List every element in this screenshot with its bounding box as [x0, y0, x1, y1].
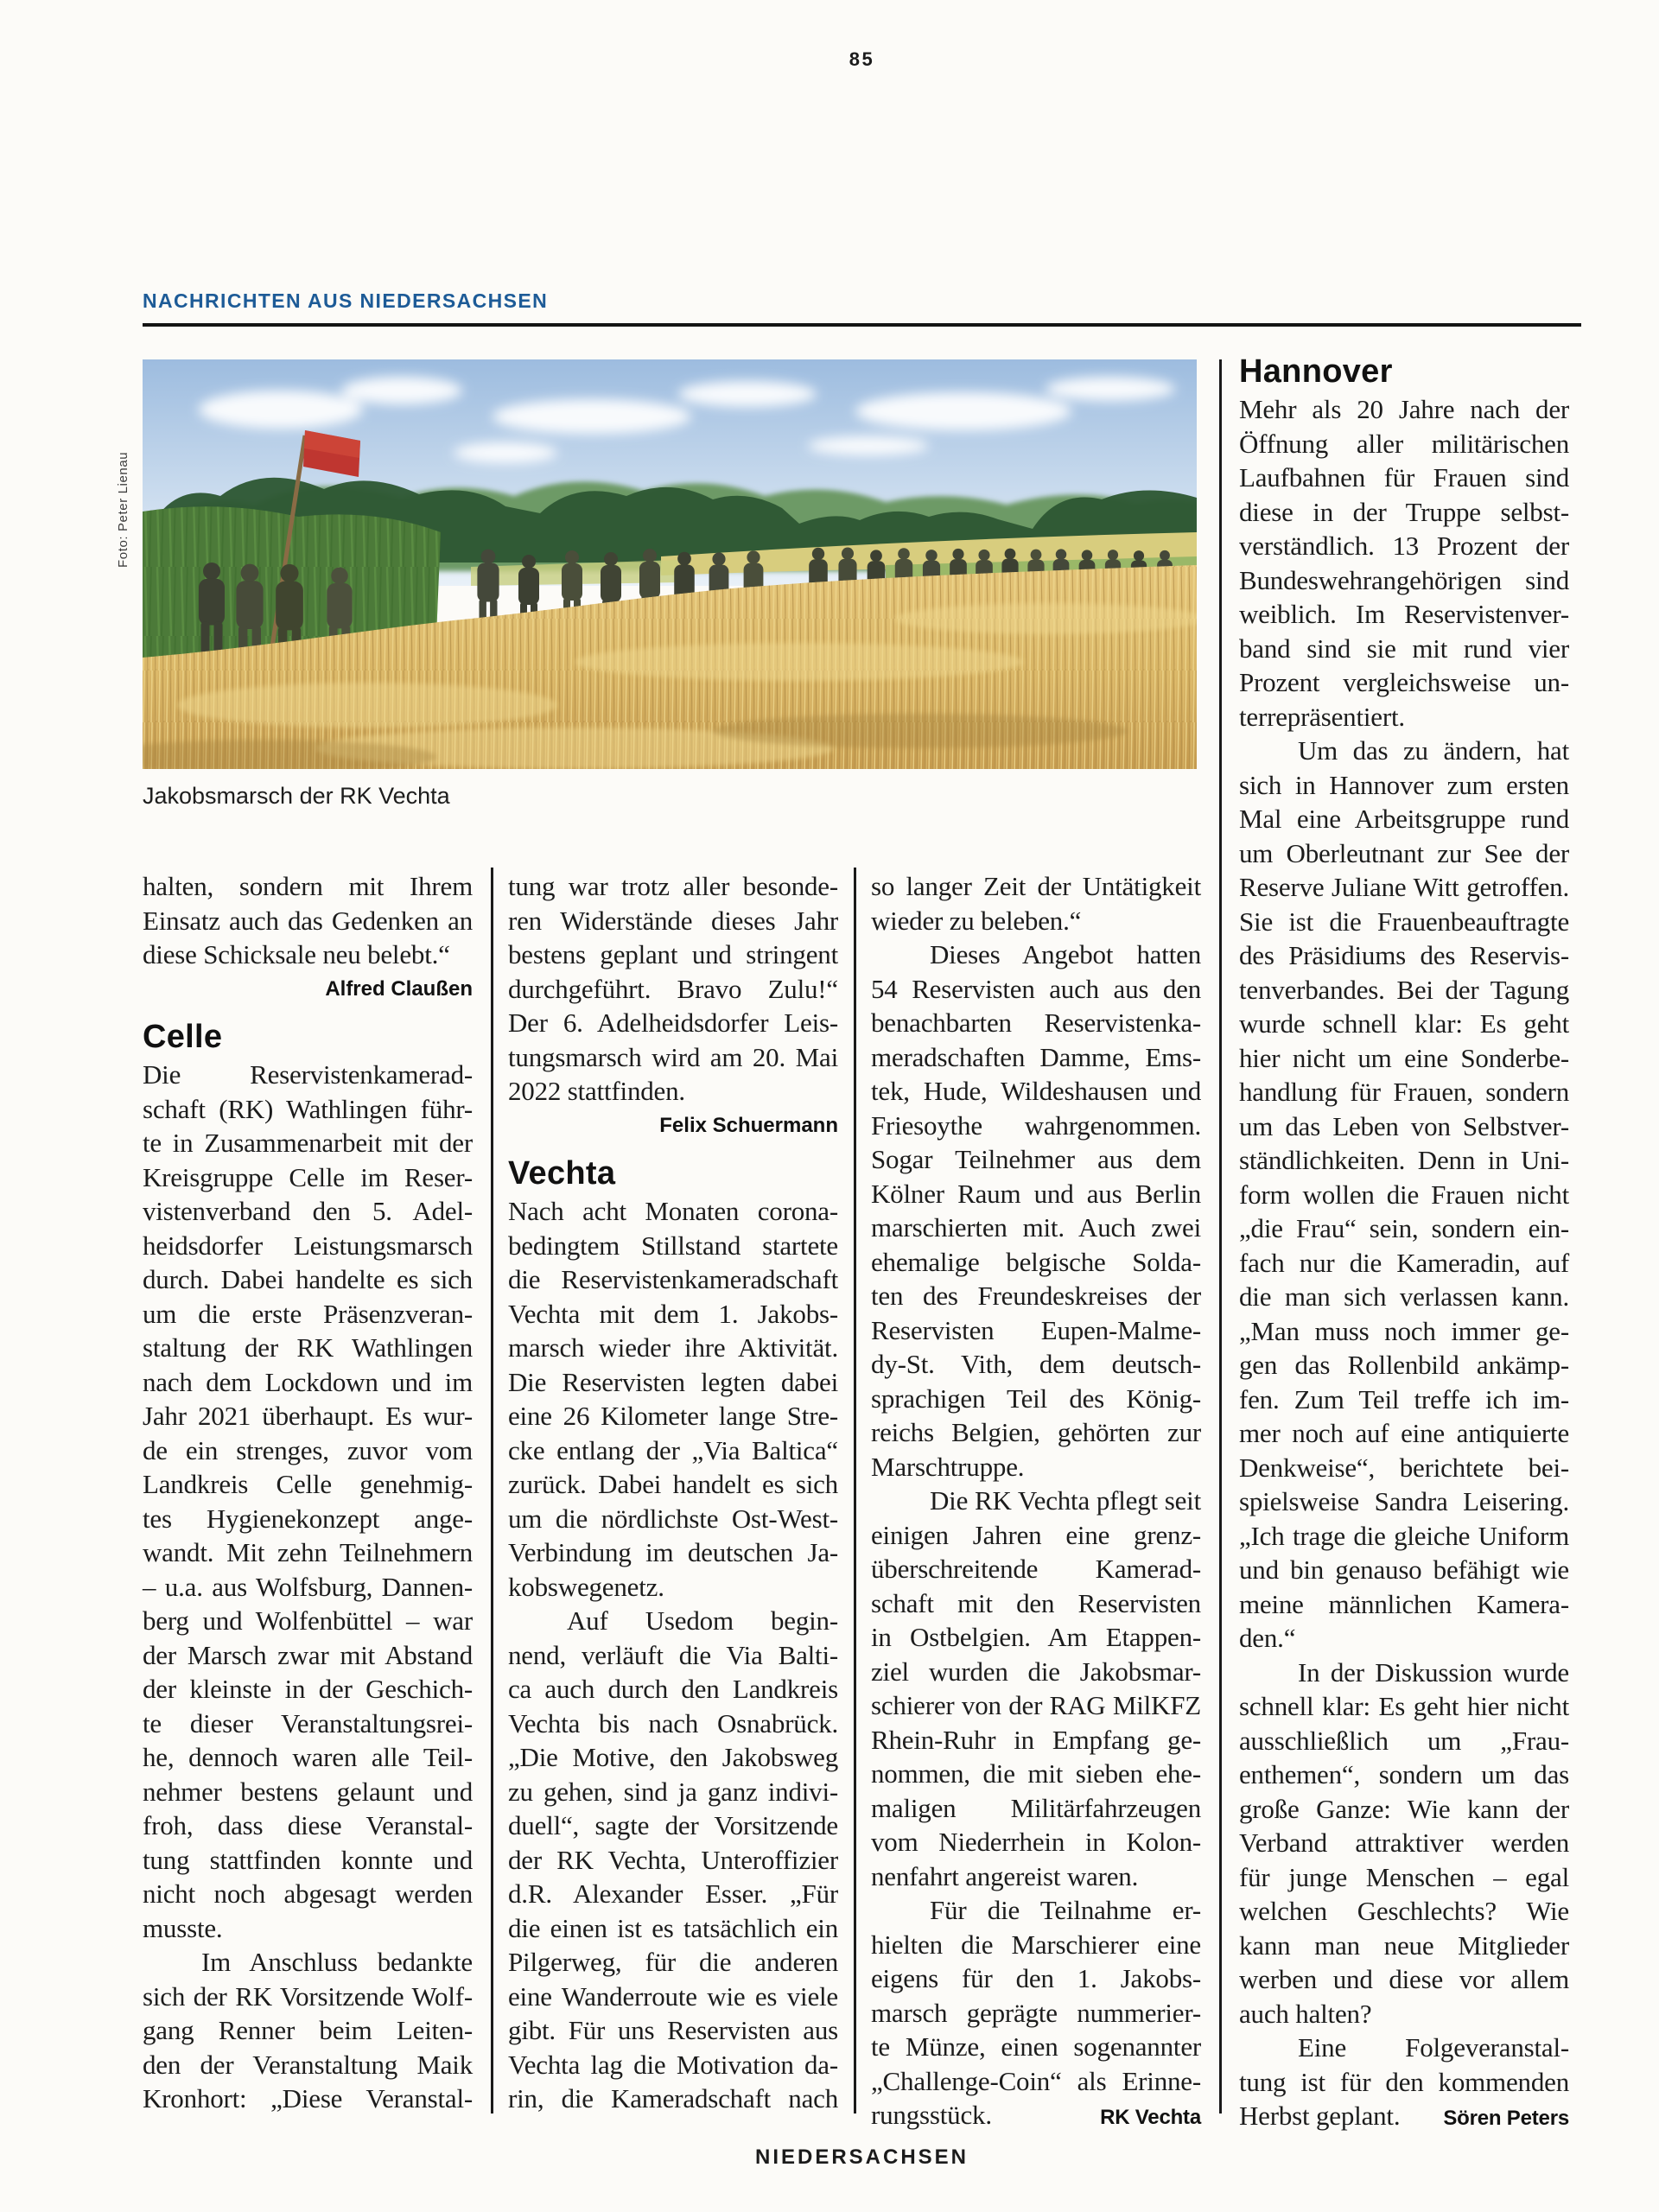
text-line: Die Reservisten legten dabei	[508, 1366, 838, 1397]
text-line: der RK Vechta, Unteroffizier	[508, 1844, 838, 1875]
text-line: „die Frau“ sein, sondern ein-	[1239, 1213, 1569, 1243]
text-line: sich der RK Vorsitzende Wolf-	[143, 1980, 473, 2012]
text-line: heidsdorfer Leistungsmarsch	[143, 1230, 473, 1261]
column-divider	[854, 868, 856, 2113]
text-line-text: rungsstück.	[871, 2100, 992, 2130]
text-line: auch halten?	[1239, 1998, 1372, 2029]
text-line: des Präsidiums des Reservis-	[1239, 940, 1569, 970]
text-line: wieder zu beleben.“	[871, 905, 1082, 936]
text-line: verständlich. 13 Prozent der	[1239, 531, 1569, 561]
byline: Alfred Claußen	[325, 976, 473, 1001]
text-line: die Reservistenkameradschaft	[508, 1264, 838, 1294]
text-line: fen. Zum Teil treffe ich im-	[1239, 1383, 1569, 1414]
section-title: NACHRICHTEN AUS NIEDERSACHSEN	[143, 289, 549, 312]
text-line: schaft (RK) Wathlingen führ-	[143, 1093, 473, 1124]
text-line: Dieses Angebot hatten	[930, 939, 1201, 969]
text-line: enthemen“, sondern um das	[1239, 1759, 1569, 1789]
text-line: Verbindung im deutschen Ja-	[508, 1537, 838, 1567]
text-line: zurück. Dabei handelt es sich	[508, 1469, 838, 1499]
text-line: den.“	[1239, 1623, 1296, 1653]
text-line: um das Leben von Selbstver-	[1239, 1110, 1569, 1141]
text-line: te Münze, einen sogenannter	[871, 2031, 1201, 2062]
text-line: 2022 stattfinden.	[508, 1076, 685, 1106]
text-line: marsch geprägte nummerier-	[871, 1997, 1201, 2028]
text-line: tung stattfinden konnte und	[143, 1844, 473, 1875]
text-line-text: Herbst geplant.	[1239, 2101, 1401, 2131]
text-line: tes Hygienekonzept ange-	[143, 1503, 473, 1534]
text-line: Kronhort: „Diese Veranstal-	[143, 2083, 473, 2113]
text-line: ehemalige belgische Solda-	[871, 1246, 1201, 1277]
text-line: schnell klar: Es geht hier nicht	[1239, 1691, 1569, 1721]
text-line: einigen Jahren eine grenz-	[871, 1519, 1201, 1550]
article-photo	[143, 359, 1197, 769]
text-line: kann man neue Mitglieder	[1239, 1929, 1569, 1961]
text-line: für junge Menschen – egal	[1239, 1861, 1569, 1892]
text-line: durchgeführt. Bravo Zulu!“	[508, 973, 838, 1004]
text-line: wandt. Mit zehn Teilnehmern	[143, 1537, 473, 1567]
text-line: reichs Belgien, gehörten zur	[871, 1417, 1201, 1447]
text-line: Vechta mit dem 1. Jakobs-	[508, 1298, 838, 1329]
text-line: die einen ist es tatsächlich ein	[508, 1912, 838, 1943]
text-line: vom Niederrhein in Kolon-	[871, 1827, 1201, 1857]
text-line: berg und Wolfenbüttel – war	[143, 1605, 473, 1636]
text-column-3	[871, 869, 1201, 2135]
text-line: den der Veranstaltung Maik	[143, 2049, 473, 2080]
text-line: Eine Folgeveranstal-	[1298, 2032, 1569, 2063]
text-line: Prozent vergleichsweise un-	[1239, 667, 1569, 697]
text-line: froh, dass diese Veranstal-	[143, 1810, 473, 1840]
text-line: bestens geplant und stringent	[508, 939, 838, 969]
text-line: Laufbahnen für Frauen sind	[1239, 462, 1569, 493]
text-line: d.R. Alexander Esser. „Für	[508, 1878, 838, 1909]
column-divider	[491, 868, 493, 2113]
text-line: Reservisten Eupen-Malme-	[871, 1314, 1201, 1345]
text-line: hier nicht um eine Sonderbe-	[1239, 1042, 1569, 1073]
text-line: um die erste Präsenzveran-	[143, 1298, 473, 1329]
text-line: Die RK Vechta pflegt seit	[930, 1485, 1201, 1516]
article-heading: Hannover	[1239, 353, 1393, 390]
photo-illustration	[143, 359, 1197, 769]
text-line: Reserve Juliane Witt getroffen.	[1239, 872, 1569, 902]
text-line: Im Anschluss bedankte	[201, 1947, 473, 1977]
text-line: marsch wieder ihre Aktivität.	[508, 1332, 838, 1363]
text-line: dy-St. Vith, dem deutsch-	[871, 1349, 1201, 1379]
text-line: nehmer bestens gelaunt und	[143, 1776, 473, 1807]
text-line: der kleinste in der Geschich-	[143, 1674, 473, 1704]
text-line: wurde schnell klar: Es geht	[1239, 1008, 1569, 1039]
text-line: Sie ist die Frauenbeauftragte	[1239, 906, 1569, 937]
text-line: rin, die Kameradschaft nach	[508, 2083, 838, 2113]
text-line: meine männlichen Kamera-	[1239, 1588, 1569, 1619]
text-line: „Die Motive, den Jakobsweg	[508, 1742, 838, 1772]
text-line: Der 6. Adelheidsdorfer Leis-	[508, 1007, 838, 1038]
text-line: Marschtruppe.	[871, 1451, 1025, 1482]
text-line: gang Renner beim Leiten-	[143, 2015, 473, 2045]
text-line: die man sich verlassen kann.	[1239, 1281, 1569, 1312]
text-line: terrepräsentiert.	[1239, 701, 1405, 732]
text-line: Kölner Raum und aus Berlin	[871, 1178, 1201, 1209]
text-line: Mal eine Arbeitsgruppe rund	[1239, 804, 1569, 834]
text-line: sprachigen Teil des König-	[871, 1382, 1201, 1414]
text-line: Vechta bis nach Osnabrück.	[508, 1707, 838, 1738]
text-line: benachbarten Reservistenka-	[871, 1007, 1201, 1038]
text-line: schaft mit den Reservisten	[871, 1587, 1201, 1618]
text-line: tung war trotz aller besonde-	[508, 871, 838, 901]
text-line: diese Schicksale neu belebt.“	[143, 939, 450, 969]
text-column-4	[1239, 353, 1569, 2136]
byline: Felix Schuermann	[659, 1113, 838, 1137]
text-line: handlung für Frauen, sondern	[1239, 1077, 1569, 1107]
text-line: und bin genauso befähigt wie	[1239, 1554, 1569, 1585]
text-line: spielsweise Sandra Leisering.	[1239, 1486, 1569, 1516]
text-line: he, dennoch waren alle Teil-	[143, 1742, 473, 1772]
text-line: tung ist für den kommenden	[1239, 2066, 1569, 2097]
text-line: Einsatz auch das Gedenken an	[143, 905, 473, 936]
text-line: fach nur die Kameradin, auf	[1239, 1247, 1569, 1278]
text-line: musste.	[143, 1912, 223, 1943]
text-line: um die nördlichste Ost-West-	[508, 1503, 838, 1534]
text-line: diese in der Truppe selbst-	[1239, 496, 1569, 527]
text-line: Die Reservistenkamerad-	[143, 1059, 473, 1090]
text-line: gibt. Für uns Reservisten aus	[508, 2015, 838, 2045]
text-line: Pilgerweg, für die anderen	[508, 1947, 838, 1977]
text-line: – u.a. aus Wolfsburg, Dannen-	[143, 1571, 473, 1602]
text-line: werben und diese vor allem	[1239, 1964, 1569, 1994]
text-line: 54 Reservisten auch aus den	[871, 973, 1201, 1004]
text-column-1	[143, 869, 473, 2116]
text-line: nenfahrt angereist waren.	[871, 1860, 1139, 1891]
page-number: 85	[849, 48, 875, 70]
text-line: weiblich. Im Reservistenver-	[1239, 599, 1569, 629]
text-line: Mehr als 20 Jahre nach der	[1239, 394, 1569, 424]
text-line: überschreitende Kamerad-	[871, 1554, 1201, 1584]
text-line: Bundeswehrangehörigen sind	[1239, 564, 1569, 595]
text-line: eine 26 Kilometer lange Stre-	[508, 1401, 838, 1431]
text-line: so langer Zeit der Untätigkeit	[871, 871, 1201, 901]
column-divider	[1219, 359, 1222, 2113]
text-line: große Ganze: Wie kann der	[1239, 1793, 1569, 1824]
text-line: bedingtem Stillstand startete	[508, 1230, 838, 1261]
text-line: ständlichkeiten. Denn in Uni-	[1239, 1145, 1569, 1175]
text-line: um Oberleutnant zur See der	[1239, 837, 1569, 868]
text-line: te in Zusammenarbeit mit der	[143, 1128, 473, 1158]
text-line: in Ostbelgien. Am Etappen-	[871, 1622, 1201, 1652]
text-line: durch. Dabei handelte es sich	[143, 1264, 473, 1294]
text-line: ten des Freundeskreises der	[871, 1281, 1201, 1311]
text-line: ren Widerstände dieses Jahr	[508, 905, 838, 936]
text-column-2	[508, 869, 838, 2116]
text-line: nend, verläuft die Via Balti-	[508, 1639, 838, 1670]
text-line	[1239, 2099, 1569, 2136]
text-line: Friesoythe wahrgenommen.	[871, 1109, 1201, 1141]
text-line: vistenverband den 5. Adel-	[143, 1196, 473, 1226]
text-line: „Man muss noch immer ge-	[1239, 1315, 1569, 1346]
text-line: nommen, die mit sieben ehe-	[871, 1758, 1201, 1789]
text-line: Rhein-Ruhr in Empfang ge-	[871, 1724, 1201, 1755]
photo-credit: Foto: Peter Lienau	[116, 451, 130, 568]
byline: Sören Peters	[1443, 2107, 1569, 2130]
article-heading: Vechta	[508, 1155, 616, 1192]
text-line: kobswegenetz.	[508, 1571, 664, 1602]
text-line: hielten die Marschierer eine	[871, 1929, 1201, 1960]
text-line: Auf Usedom begin-	[567, 1605, 838, 1636]
text-line: welchen Geschlechts? Wie	[1239, 1896, 1569, 1926]
text-line: de ein strenges, zuvor vom	[143, 1434, 473, 1465]
text-line: staltung der RK Wathlingen	[143, 1332, 473, 1363]
text-line: meradschaften Damme, Ems-	[871, 1041, 1201, 1072]
text-line: tungsmarsch wird am 20. Mai	[508, 1041, 838, 1072]
text-line: zu gehen, sind ja ganz indivi-	[508, 1776, 838, 1807]
text-line: eine Wanderroute wie es viele	[508, 1980, 838, 2012]
text-line: Für die Teilnahme er-	[930, 1895, 1201, 1925]
text-line: In der Diskussion wurde	[1298, 1656, 1569, 1688]
text-line: sich in Hannover zum ersten	[1239, 769, 1569, 800]
text-line: Sogar Teilnehmer aus dem	[871, 1144, 1201, 1174]
section-rule	[143, 323, 1581, 327]
text-line: duell“, sagte der Vorsitzende	[508, 1810, 838, 1840]
text-line: mer noch auf eine antiquierte	[1239, 1418, 1569, 1448]
text-line: der Marsch zwar mit Abstand	[143, 1639, 473, 1670]
text-line: Denkweise“, berichtete bei-	[1239, 1452, 1569, 1483]
text-line: maligen Militärfahrzeugen	[871, 1792, 1201, 1823]
article-heading: Celle	[143, 1019, 223, 1055]
byline: RK Vechta	[1100, 2106, 1201, 2129]
text-line: te dieser Veranstaltungsrei-	[143, 1707, 473, 1738]
footer-title: NIEDERSACHSEN	[754, 2145, 969, 2169]
text-line: „Ich trage die gleiche Uniform	[1239, 1520, 1569, 1551]
text-line: nach dem Lockdown und im	[143, 1366, 473, 1397]
text-line: nicht noch abgesagt werden	[143, 1878, 473, 1909]
text-line: ausschließlich um „Frau-	[1239, 1725, 1569, 1756]
text-line: cke entlang der „Via Baltica“	[508, 1434, 838, 1465]
text-line: Öffnung aller militärischen	[1239, 428, 1569, 459]
text-line: Kreisgruppe Celle im Reser-	[143, 1161, 473, 1192]
text-line	[871, 2098, 1201, 2135]
text-line: eigens für den 1. Jakobs-	[871, 1963, 1201, 1993]
text-line: Landkreis Celle genehmig-	[143, 1469, 473, 1499]
text-line: „Challenge-Coin“ als Erinne-	[871, 2065, 1201, 2096]
photo-caption: Jakobsmarsch der RK Vechta	[143, 783, 450, 809]
text-line: halten, sondern mit Ihrem	[143, 871, 473, 901]
text-line: tenverbandes. Bei der Tagung	[1239, 974, 1569, 1005]
text-line: ziel wurden die Jakobsmar-	[871, 1656, 1201, 1687]
text-line: tek, Hude, Wildeshausen und	[871, 1076, 1201, 1106]
text-line: ca auch durch den Landkreis	[508, 1674, 838, 1704]
text-line: band sind sie mit rund vier	[1239, 632, 1569, 664]
text-line: marschierten mit. Auch zwei	[871, 1212, 1201, 1243]
text-line: Um das zu ändern, hat	[1298, 735, 1569, 766]
text-line: schierer von der RAG MilKFZ	[871, 1690, 1201, 1720]
text-line: Verband attraktiver werden	[1239, 1827, 1569, 1858]
text-line: Vechta lag die Motivation da-	[508, 2049, 838, 2080]
text-line: gen das Rollenbild ankämp-	[1239, 1350, 1569, 1380]
text-line: Jahr 2021 überhaupt. Es wur-	[143, 1401, 473, 1431]
text-line: form wollen die Frauen nicht	[1239, 1179, 1569, 1210]
text-line: Nach acht Monaten corona-	[508, 1196, 838, 1226]
